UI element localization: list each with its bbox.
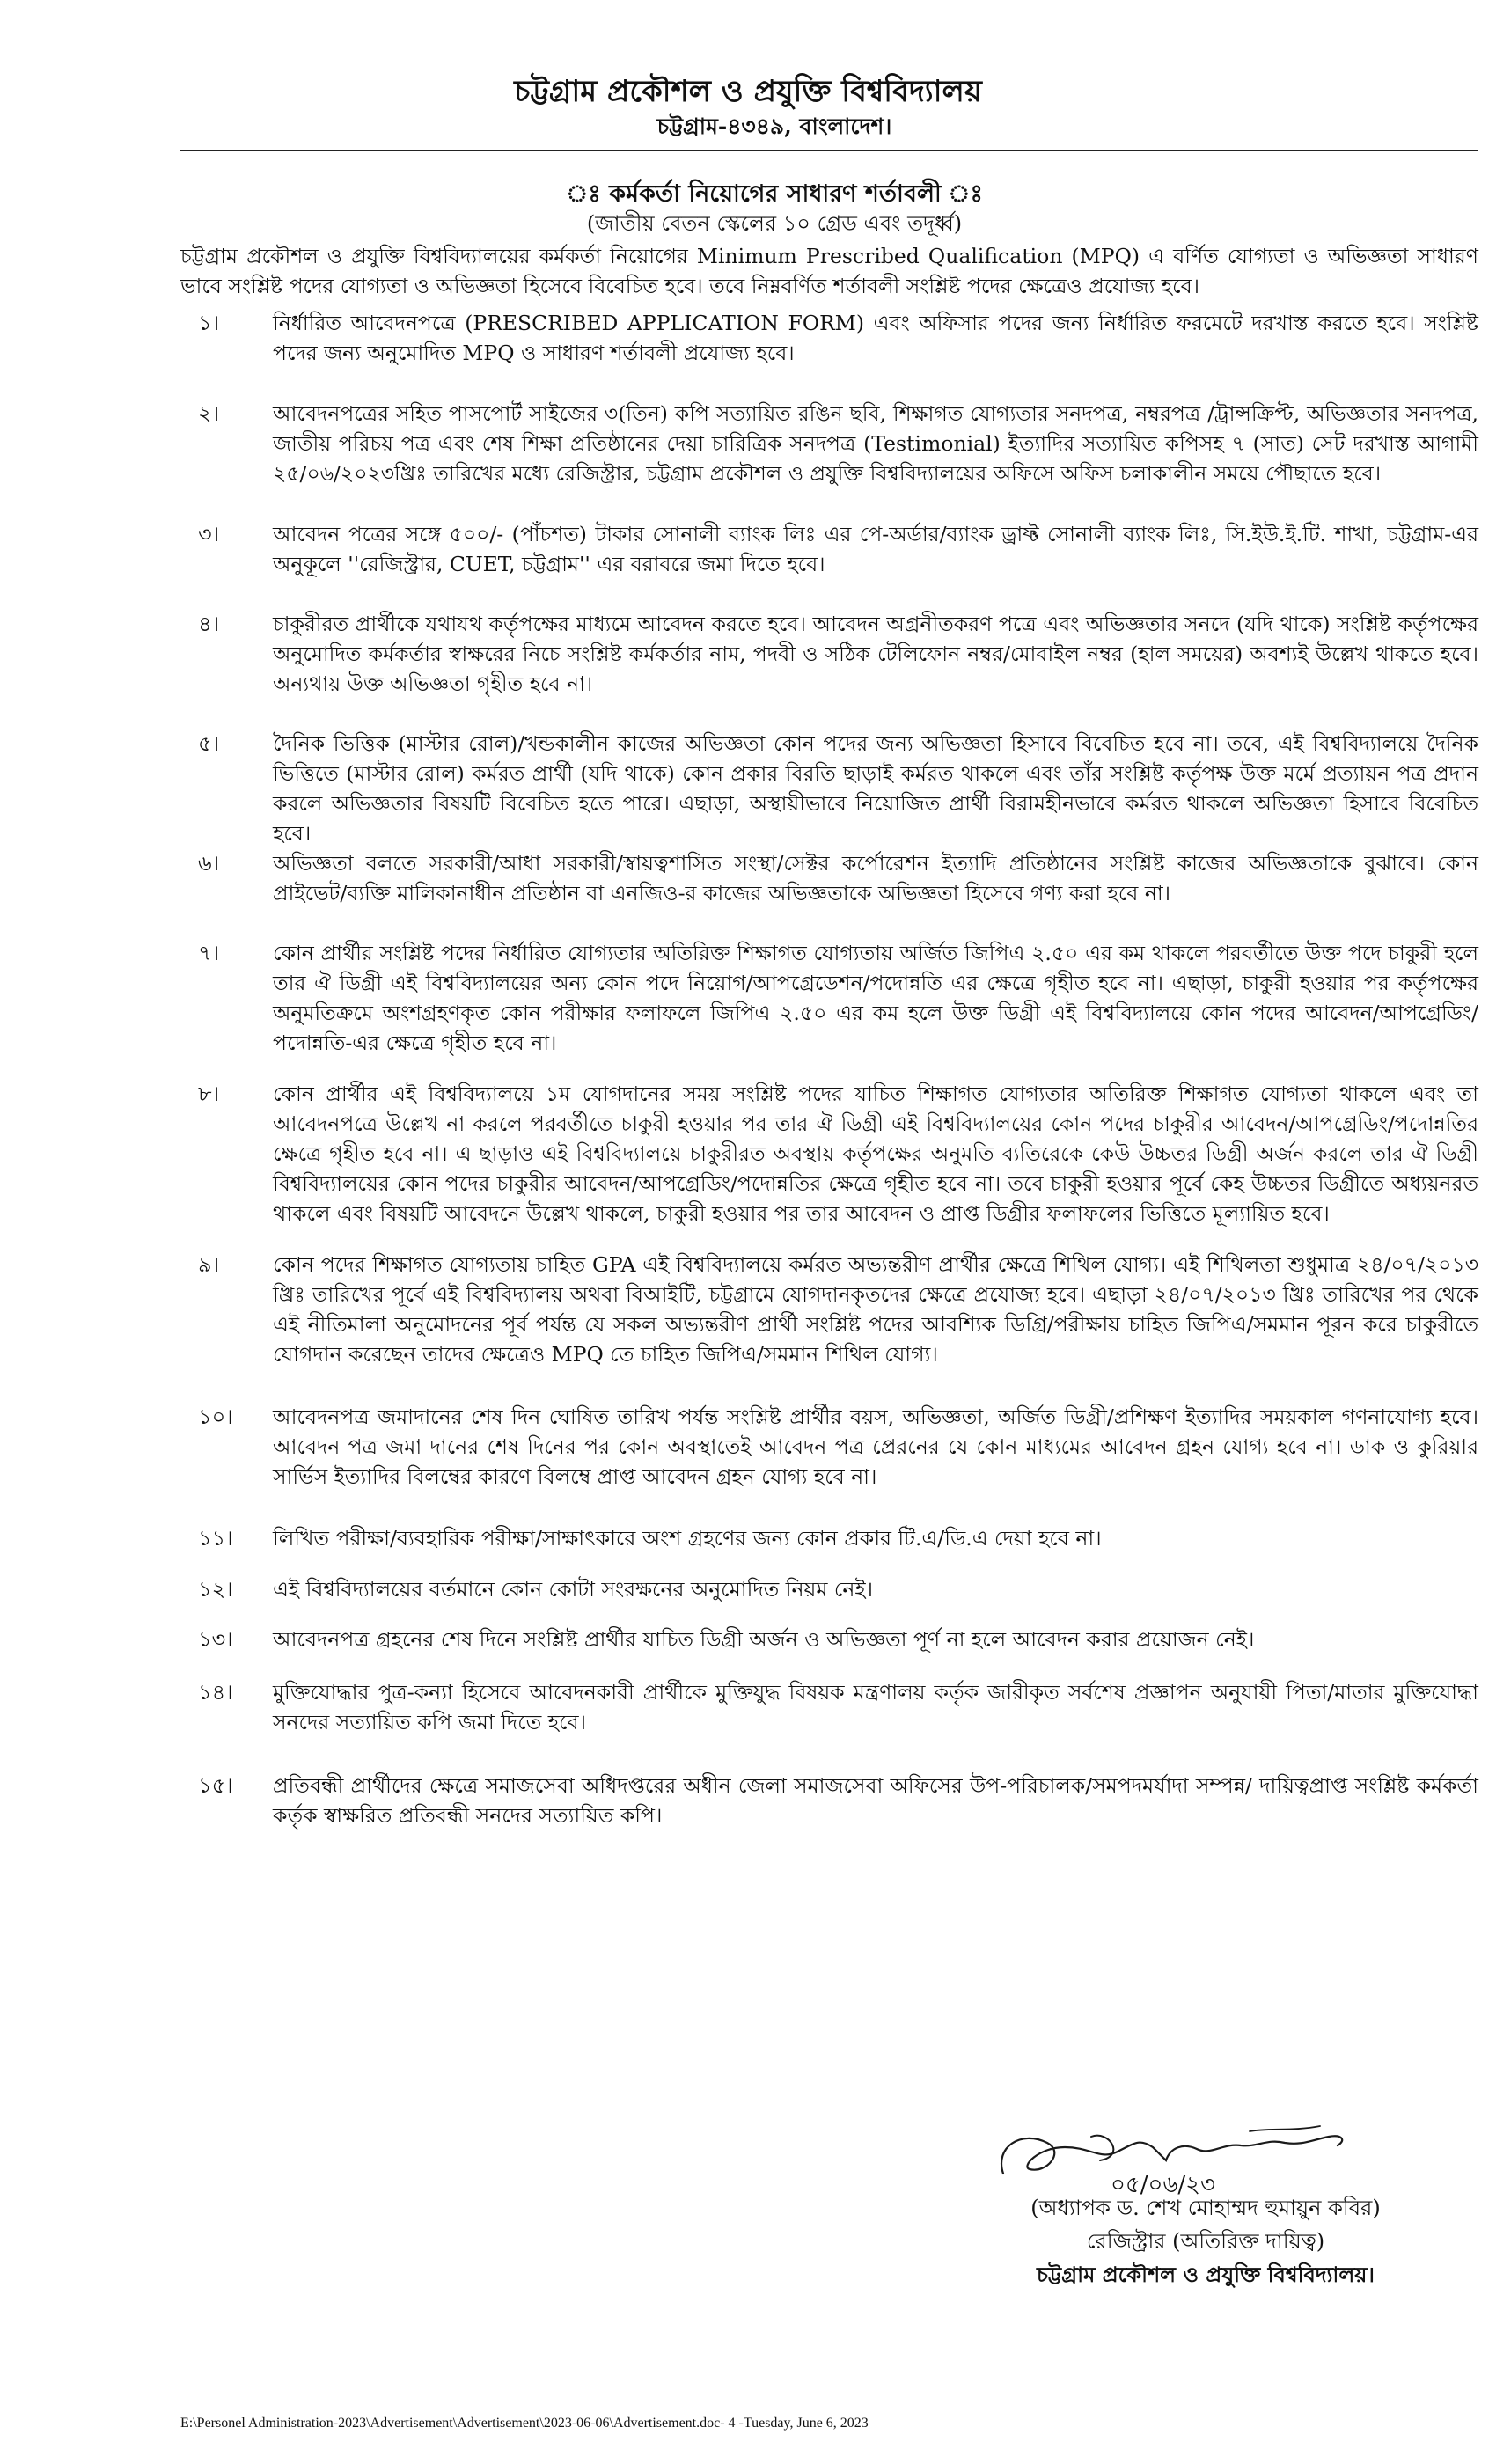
clause-text: চাকুরীরত প্রার্থীকে যথাযথ কর্তৃপক্ষের মাধ্যমে আবেদন করতে হবে। আবেদন অগ্রনীতকরণ পত্রে এবং অভিজ্ঞতার সনদে (যদি থাকে) সংশ্লিষ্ট কর্তৃপক্ষের অনুমোদিত কর্মকর্তার স্বাক্ষরের নিচে সংশ্লিষ্ট কর্মকর্তার নাম, পদবী ও সঠিক টেলিফোন নম্বর/মোবাইল নম্বর (হাল সময়ের) অবশ্যই উল্লেখ থাকতে হবে। অন্যথায় উক্ত অভিজ্ঞতা গৃহীত হবে না। bbox=[273, 612, 1478, 696]
intro-paragraph: চট্টগ্রাম প্রকৌশল ও প্রযুক্তি বিশ্ববিদ্যালয়ের কর্মকর্তা নিয়োগের Minimum Prescribed Qualification (MPQ) এ বর্ণিত যোগ্যতা ও অভিজ্ঞতা সাধারণ ভাবে সংশ্লিষ্ট পদের যোগ্যতা ও অভিজ্ঞতা হিসেবে বিবেচিত হবে। তবে নিম্নবর্ণিত শর্তাবলী সংশ্লিষ্ট পদের ক্ষেত্রেও প্রযোজ্য হবে। bbox=[180, 244, 1478, 298]
clause-number: ১। bbox=[198, 311, 220, 335]
university-name: চট্টগ্রাম প্রকৌশল ও প্রযুক্তি বিশ্ববিদ্যালয় bbox=[514, 74, 982, 109]
clause-number: ২। bbox=[198, 401, 220, 426]
document-title: ঃ কর্মকর্তা নিয়োগের সাধারণ শর্তাবলী ঃ bbox=[566, 180, 983, 208]
signatory-institution: চট্টগ্রাম প্রকৌশল ও প্রযুক্তি বিশ্ববিদ্যালয়। bbox=[1037, 2262, 1375, 2287]
clause-text: নির্ধারিত আবেদনপত্রে (PRESCRIBED APPLICATION FORM) এবং অফিসার পদের জন্য নির্ধারিত ফরমেটে দরখাস্ত করতে হবে। সংশ্লিষ্ট পদের জন্য অনুমোদিত MPQ ও সাধারণ শর্তাবলী প্রযোজ্য হবে। bbox=[273, 311, 1478, 365]
clause-number: ১০। bbox=[198, 1404, 233, 1429]
clause-text: আবেদনপত্র গ্রহনের শেষ দিনে সংশ্লিষ্ট প্রার্থীর যাচিত ডিগ্রী অর্জন ও অভিজ্ঞতা পূর্ণ না হলে আবেদন করার প্রয়োজন নেই। bbox=[273, 1627, 1255, 1652]
clause-text: লিখিত পরীক্ষা/ব্যবহারিক পরীক্ষা/সাক্ষাৎকারে অংশ গ্রহণের জন্য কোন প্রকার টি.এ/ডি.এ দেয়া হবে না। bbox=[273, 1526, 1102, 1551]
clause-text: মুক্তিযোদ্ধার পুত্র-কন্যা হিসেবে আবেদনকারী প্রার্থীকে মুক্তিযুদ্ধ বিষয়ক মন্ত্রণালয় কর্তৃক জারীকৃত সর্বশেষ প্রজ্ঞাপন অনুযায়ী পিতা/মাতার মুক্তিযোদ্ধা সনদের সত্যায়িত কপি জমা দিতে হবে। bbox=[273, 1680, 1478, 1734]
clause-text: আবেদনপত্রের সহিত পাসপোর্ট সাইজের ৩(তিন) কপি সত্যায়িত রঙিন ছবি, শিক্ষাগত যোগ্যতার সনদপত্র, নম্বরপত্র /ট্রান্সক্রিপ্ট, অভিজ্ঞতার সনদপত্র, জাতীয় পরিচয় পত্র এবং শেষ শিক্ষা প্রতিষ্ঠানের দেয়া চারিত্রিক সনদপত্র (Testimonial) ইত্যাদির সত্যায়িত কপিসহ ৭ (সাত) সেট দরখাস্ত আগামী ২৫/০৬/২০২৩খ্রিঃ তারিখের মধ্যে রেজিস্ট্রার, চট্টগ্রাম প্রকৌশল ও প্রযুক্তি বিশ্ববিদ্যালয়ের অফিসে অফিস চলাকালীন সময়ে পৌছাতে হবে। bbox=[273, 401, 1478, 486]
clause-number: ১৪। bbox=[198, 1680, 233, 1705]
clause-text: প্রতিবন্ধী প্রার্থীদের ক্ষেত্রে সমাজসেবা অধিদপ্তরের অধীন জেলা সমাজসেবা অফিসের উপ-পরিচালক/সমপদমর্যাদা সম্পন্ন/ দায়িত্বপ্রাপ্ত সংশ্লিষ্ট কর্মকর্তা কর্তৃক স্বাক্ষরিত প্রতিবন্ধী সনদের সত্যায়িত কপি। bbox=[273, 1773, 1478, 1828]
clause-number: ৪। bbox=[198, 612, 220, 636]
clause-text: এই বিশ্ববিদ্যালয়ের বর্তমানে কোন কোটা সংরক্ষনের অনুমোদিত নিয়ম নেই। bbox=[273, 1577, 874, 1602]
clause-number: ৭। bbox=[198, 941, 220, 965]
clause-number: ৯। bbox=[198, 1252, 220, 1277]
signatory-name: (অধ্যাপক ড. শেখ মোহাম্মদ হুমায়ুন কবির) bbox=[1030, 2196, 1381, 2220]
signature-date: ০৫/০৬/২৩ bbox=[1111, 2172, 1215, 2198]
signatory-block bbox=[959, 2191, 1452, 2292]
document-subtitle: (জাতীয় বেতন স্কেলের ১০ গ্রেড এবং তদূর্ধ্ব) bbox=[586, 211, 963, 236]
clause-number: ১২। bbox=[198, 1577, 233, 1602]
clause-number: ১৫। bbox=[198, 1773, 233, 1798]
clause-number: ৮। bbox=[198, 1082, 220, 1106]
clause-text: অভিজ্ঞতা বলতে সরকারী/আধা সরকারী/স্বায়ত্বশাসিত সংস্থা/সেক্টর কর্পোরেশন ইত্যাদি প্রতিষ্ঠানের সংশ্লিষ্ট কাজের অভিজ্ঞতাকে বুঝাবে। কোন প্রাইভেট/ব্যক্তি মালিকানাধীন প্রতিষ্ঠান বা এনজিও-র কাজের অভিজ্ঞতাকে অভিজ্ঞতা হিসেবে গণ্য করা হবে না। bbox=[273, 851, 1478, 906]
clause-number: ১৩। bbox=[198, 1627, 233, 1652]
clause-text: আবেদনপত্র জমাদানের শেষ দিন ঘোষিত তারিখ পর্যন্ত সংশ্লিষ্ট প্রার্থীর বয়স, অভিজ্ঞতা, অর্জিত ডিগ্রী/প্রশিক্ষণ ইত্যাদির সময়কাল গণনাযোগ্য হবে। আবেদন পত্র জমা দানের শেষ দিনের পর কোন অবস্থাতেই আবেদন পত্র প্রেরনের যে কোন মাধ্যমের আবেদন গ্রহন যোগ্য হবে না। ডাক ও কুরিয়ার সার্ভিস ইত্যাদির বিলম্বের কারণে বিলম্বে প্রাপ্ত আবেদন গ্রহন যোগ্য হবে না। bbox=[273, 1404, 1478, 1489]
university-address: চট্টগ্রাম-৪৩৪৯, বাংলাদেশ। bbox=[656, 114, 892, 139]
header-divider bbox=[180, 150, 1478, 151]
clause-text: দৈনিক ভিত্তিক (মাস্টার রোল)/খন্ডকালীন কাজের অভিজ্ঞতা কোন পদের জন্য অভিজ্ঞতা হিসাবে বিবেচিত হবে না। তবে, এই বিশ্ববিদ্যালয়ে দৈনিক ভিত্তিতে (মাস্টার রোল) কর্মরত প্রার্থী (যদি থাকে) কোন প্রকার বিরতি ছাড়াই কর্মরত থাকলে এবং তাঁর সংশ্লিষ্ট কর্তৃপক্ষ উক্ত মর্মে প্রত্যায়ন পত্র প্রদান করলে অভিজ্ঞতার বিষয়টি বিবেচিত হতে পারে। এছাড়া, অস্থায়ীভাবে নিয়োজিত প্রার্থী বিরামহীনভাবে কর্মরত থাকলে অভিজ্ঞতা হিসাবে বিবেচিত হবে। bbox=[273, 731, 1478, 846]
signatory-designation: রেজিস্ট্রার (অতিরিক্ত দায়িত্ব) bbox=[1086, 2229, 1325, 2254]
file-path-footer: E:\Personel Administration-2023\Advertisement\Advertisement\2023-06-06\Advertisement.doc- 4 -Tuesday, June 6, 2023 bbox=[180, 2416, 869, 2431]
clause-number: ১১। bbox=[198, 1526, 233, 1551]
clause-number: ৩। bbox=[198, 522, 220, 546]
clause-text: কোন প্রার্থীর এই বিশ্ববিদ্যালয়ে ১ম যোগদানের সময় সংশ্লিষ্ট পদের যাচিত শিক্ষাগত যোগ্যতার অতিরিক্ত শিক্ষাগত যোগ্যতা থাকলে এবং তা আবেদনপত্রে উল্লেখ না করলে পরবর্তীতে চাকুরী হওয়ার পর তার ঐ ডিগ্রী এই বিশ্ববিদ্যালয়ের কোন পদের চাকুরীর আবেদন/আপগ্রেডিং/পদোন্নতির ক্ষেত্রে গৃহীত হবে না। এ ছাড়াও এই বিশ্ববিদ্যালয়ে চাকুরীরত অবস্থায় কর্তৃপক্ষের অনুমতি ব্যতিরেকে কেউ উচ্চতর ডিগ্রী অর্জন করলে তার ঐ ডিগ্রী বিশ্ববিদ্যালয়ের কোন পদের চাকুরীর আবেদন/আপগ্রেডিং/পদোন্নতির ক্ষেত্রে গৃহীত হবে না। তবে চাকুরী হওয়ার পূর্বে কেহ উচ্চতর ডিগ্রীতে অধ্যয়নরত থাকলে এবং বিষয়টি আবেদনে উল্লেখ থাকলে, চাকুরী হওয়ার পর তার আবেদন ও প্রাপ্ত ডিগ্রীর ফলাফলের ভিত্তিতে মূল্যায়িত হবে। bbox=[273, 1082, 1478, 1226]
clause-number: ৬। bbox=[198, 851, 220, 876]
clause-text: কোন পদের শিক্ষাগত যোগ্যতায় চাহিত GPA এই বিশ্ববিদ্যালয়ে কর্মরত অভ্যন্তরীণ প্রার্থীর ক্ষেত্রে শিথিল যোগ্য। এই শিথিলতা শুধুমাত্র ২৪/০৭/২০১৩ খ্রিঃ তারিখের পূর্বে এই বিশ্ববিদ্যালয় অথবা বিআইটি, চট্টগ্রামে যোগদানকৃতদের ক্ষেত্রে প্রযোজ্য হবে। এছাড়া ২৪/০৭/২০১৩ খ্রিঃ তারিখের পর থেকে এই নীতিমালা অনুমোদনের পূর্ব পর্যন্ত যে সকল অভ্যন্তরীণ প্রার্থী সংশ্লিষ্ট পদের আবশ্যিক ডিগ্রি/পরীক্ষায় চাহিত জিপিএ/সমমান পূরন করে চাকুরীতে যোগদান করেছেন তাদের ক্ষেত্রেও MPQ তে চাহিত জিপিএ/সমমান শিথিল যোগ্য। bbox=[273, 1252, 1478, 1367]
clause-number: ৫। bbox=[198, 731, 220, 756]
clause-text: আবেদন পত্রের সঙ্গে ৫০০/- (পাঁচশত) টাকার সোনালী ব্যাংক লিঃ এর পে-অর্ডার/ব্যাংক ড্রাফ্ট সোনালী ব্যাংক লিঃ, সি.ইউ.ই.টি. শাখা, চট্টগ্রাম-এর অনুকূলে ''রেজিস্ট্রার, CUET, চট্টগ্রাম'' এর বরাবরে জমা দিতে হবে। bbox=[273, 522, 1478, 576]
clause-text: কোন প্রার্থীর সংশ্লিষ্ট পদের নির্ধারিত যোগ্যতার অতিরিক্ত শিক্ষাগত যোগ্যতায় অর্জিত জিপিএ ২.৫০ এর কম থাকলে পরবর্তীতে উক্ত পদে চাকুরী হলে তার ঐ ডিগ্রী এই বিশ্ববিদ্যালয়ের অন্য কোন পদে নিয়োগ/আপগ্রেডেশন/পদোন্নতি এর ক্ষেত্রে গৃহীত হবে না। এছাড়া, চাকুরী হওয়ার পর কর্তৃপক্ষের অনুমতিক্রমে অংশগ্রহণকৃত কোন পরীক্ষার ফলাফলে জিপিএ ২.৫০ এর কম হলে উক্ত ডিগ্রী এই বিশ্ববিদ্যালয়ে কোন পদের আবেদন/আপগ্রেডিং/পদোন্নতি-এর ক্ষেত্রে গৃহীত হবে না। bbox=[273, 941, 1478, 1055]
